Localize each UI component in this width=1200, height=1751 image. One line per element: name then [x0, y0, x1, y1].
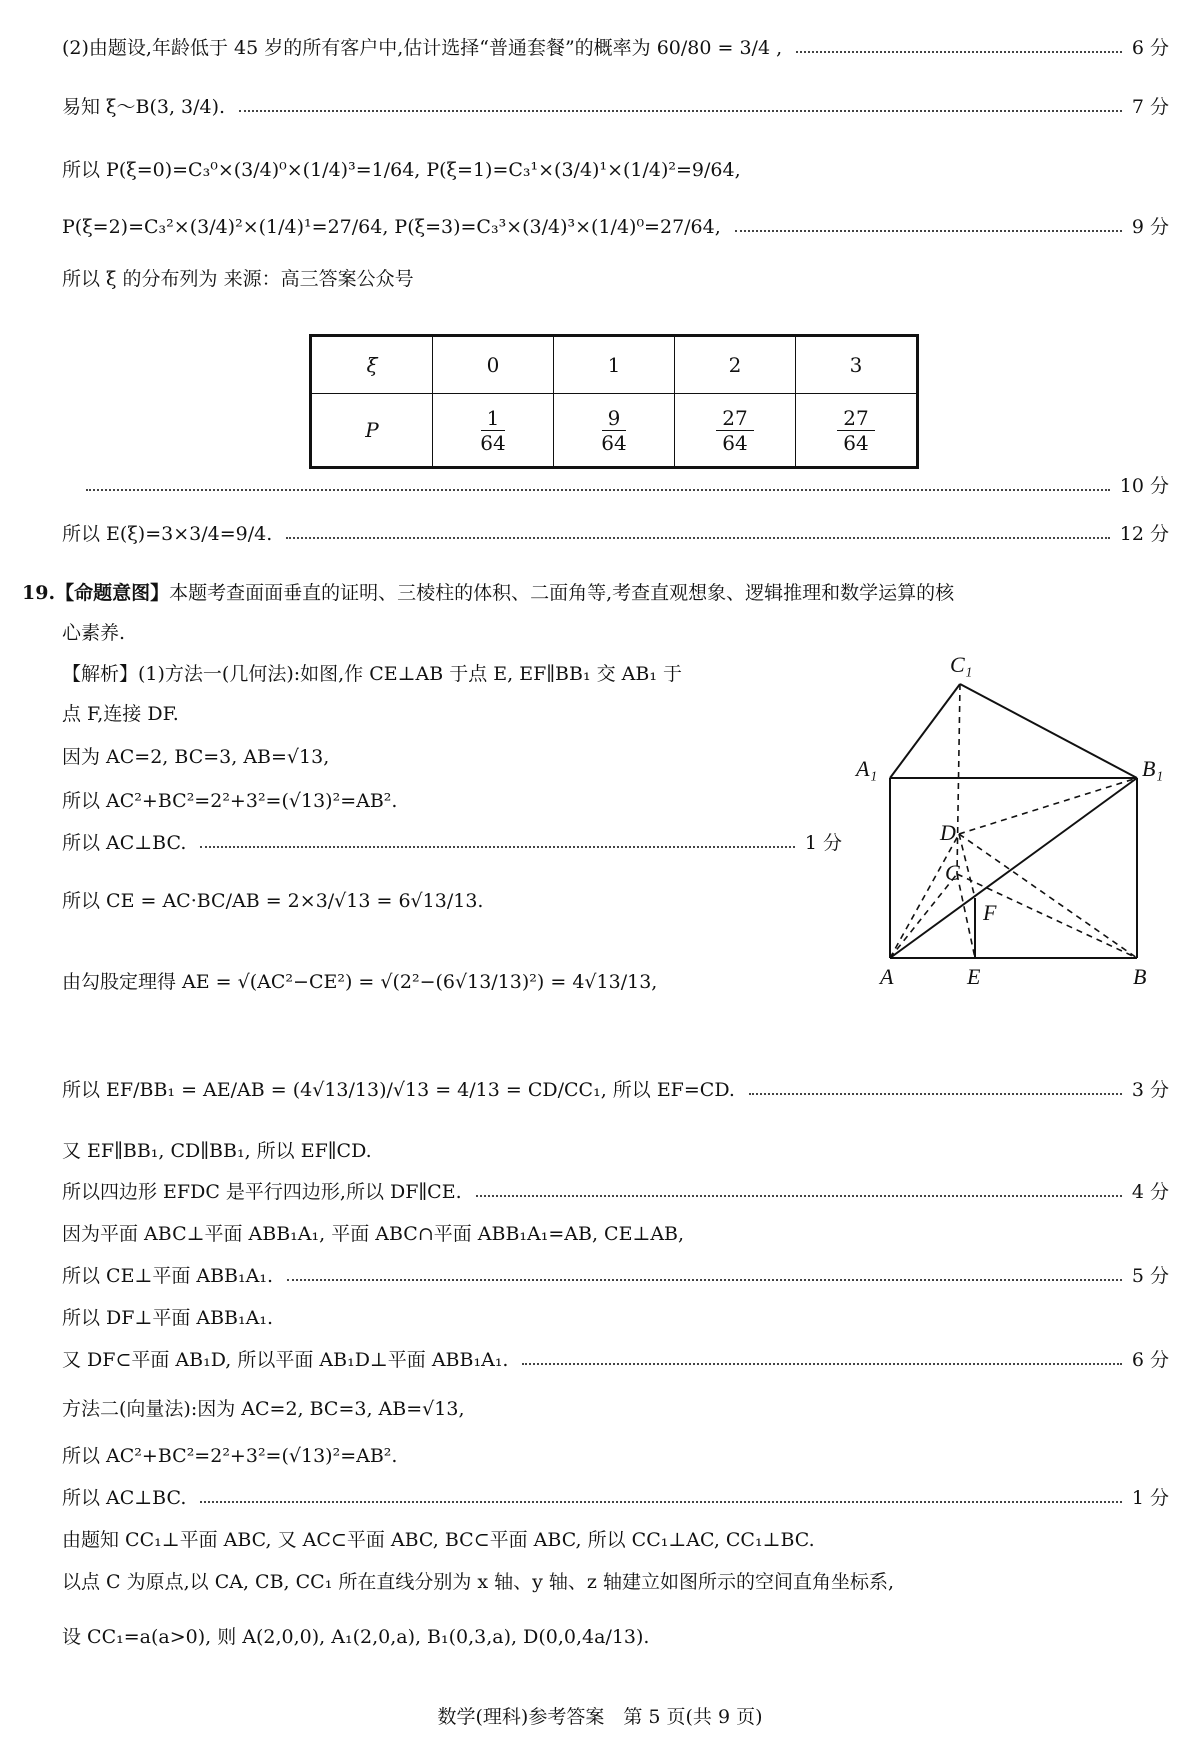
edge-a1c1 [890, 684, 960, 778]
leader-dots [200, 1501, 1121, 1503]
score-mark: 6 分 [1131, 1349, 1169, 1371]
line-pythagoras-2 [62, 1441, 1169, 1471]
denominator: 64 [480, 430, 506, 455]
fraction [595, 406, 632, 455]
line-plane-perp [62, 1219, 1169, 1249]
denominator: 64 [601, 430, 627, 455]
denominator: 64 [722, 430, 748, 455]
line-parallelogram [62, 1177, 1169, 1207]
line-prob-0-1 [62, 155, 1169, 185]
line-text: 因为 AC=2, BC=3, AB=√13, [62, 746, 330, 768]
leader-dots [476, 1195, 1122, 1197]
leader-dots [796, 51, 1122, 53]
numerator: 27 [716, 406, 753, 431]
line-text: 所以 E(ξ)=3×3/4=9/4. [62, 523, 273, 545]
table-cell: 0 [433, 336, 554, 394]
line-text: 又 DF⊂平面 AB₁D, 所以平面 AB₁D⊥平面 ABB₁A₁. [62, 1349, 509, 1371]
label-b: B [1133, 964, 1147, 989]
label-d: D [940, 820, 956, 845]
line-text: 又 EF∥BB₁, CD∥BB₁, 所以 EF∥CD. [62, 1140, 372, 1162]
line-given-lengths [62, 742, 842, 772]
line-pythagoras [62, 786, 842, 816]
score-mark: 4 分 [1131, 1181, 1169, 1203]
line-plane-conclusion [62, 1345, 1169, 1375]
line-text: 所以 AC²+BC²=2²+3²=(√13)²=AB². [62, 790, 398, 812]
line-text: 所以 AC⊥BC. [62, 832, 187, 854]
leader-dots [735, 230, 1122, 232]
line-text: 由题知 CC₁⊥平面 ABC, 又 AC⊂平面 ABC, BC⊂平面 ABC, 所以 CC₁⊥AC, CC₁⊥BC. [62, 1529, 815, 1551]
line-text: P(ξ=2)=C₃²×(3/4)²×(1/4)¹=27/64, P(ξ=3)=C₃³×(3/4)³×(1/4)⁰=27/64, [62, 216, 721, 238]
segment-ab1 [890, 778, 1137, 958]
intent-text: 本题考查面面垂直的证明、三棱柱的体积、二面角等,考查直观想象、逻辑推理和数学运算的核 [169, 582, 955, 604]
distribution-table [309, 334, 919, 469]
table-cell [675, 394, 796, 468]
score-mark: 12 分 [1119, 523, 1169, 545]
line-ef-parallel [62, 1136, 1169, 1166]
leader-dots [200, 846, 794, 848]
table-row [311, 394, 918, 468]
label-f: F [983, 900, 997, 925]
line-binomial [62, 92, 1169, 122]
line-coordinates [62, 1622, 1169, 1652]
table-cell [796, 394, 918, 468]
score-mark: 6 分 [1131, 37, 1169, 59]
fraction [716, 406, 753, 455]
line-text: 设 CC₁=a(a>0), 则 A(2,0,0), A₁(2,0,a), B₁(0,3,a), D(0,0,4a/13). [62, 1626, 650, 1648]
leader-dots [239, 110, 1122, 112]
table-cell: 3 [796, 336, 918, 394]
line-ac-perp-bc-2 [62, 1483, 1169, 1513]
label-b1: B₁ [1142, 756, 1164, 781]
intent-text: 心素养. [62, 622, 126, 644]
table-cell [554, 394, 675, 468]
line-text: 【解析】(1)方法一(几何法):如图,作 CE⊥AB 于点 E, EF∥BB₁ 交 AB₁ 于 [62, 663, 682, 685]
hidden-segment-db [959, 834, 1137, 958]
hidden-segment-ad [890, 834, 959, 958]
label-c: C [945, 860, 960, 885]
line-text: 所以 P(ξ=0)=C₃⁰×(3/4)⁰×(1/4)³=1/64, P(ξ=1)=C₃¹×(3/4)¹×(1/4)²=9/64, [62, 159, 741, 181]
table-cell: 2 [675, 336, 796, 394]
page-footer: 数学(理科)参考答案 第 5 页(共 9 页) [437, 1706, 763, 1728]
numerator: 1 [481, 406, 506, 431]
score-mark: 9 分 [1131, 216, 1169, 238]
line-prob-estimate [62, 33, 1169, 63]
score-mark: 1 分 [804, 832, 842, 854]
leader-dots [749, 1093, 1122, 1095]
leader-dots [86, 489, 1110, 491]
denominator: 64 [843, 430, 869, 455]
line-text: 所以 CE⊥平面 ABB₁A₁. [62, 1265, 273, 1287]
numerator: 27 [837, 406, 874, 431]
question-number: 19. [22, 582, 56, 604]
line-cc1-perp [62, 1525, 1169, 1555]
line-expectation [62, 519, 1169, 549]
leader-dots [287, 1279, 1122, 1281]
hidden-segment-db1 [959, 778, 1137, 834]
leader-dots [286, 537, 1110, 539]
score-mark: 7 分 [1131, 96, 1169, 118]
score-mark: 5 分 [1131, 1265, 1169, 1287]
edge-c1b1 [960, 684, 1137, 778]
line-text: 所以 AC²+BC²=2²+3²=(√13)²=AB². [62, 1445, 398, 1467]
q19-intent-cont [62, 618, 1169, 648]
line-ef-ratio [62, 1075, 1169, 1105]
line-text: 点 F,连接 DF. [62, 703, 179, 725]
line-text: 方法二(向量法):因为 AC=2, BC=3, AB=√13, [62, 1398, 465, 1420]
table-cell: ξ [311, 336, 433, 394]
label-e: E [967, 964, 981, 989]
fraction [837, 406, 874, 455]
line-prob-2-3 [62, 212, 1169, 242]
q19-intent [22, 578, 1169, 608]
line-method-two [62, 1394, 1169, 1424]
table-cell: 1 [554, 336, 675, 394]
line-df-perp-plane [62, 1303, 1169, 1333]
line-text: 以点 C 为原点,以 CA, CB, CC₁ 所在直线分别为 x 轴、y 轴、z 轴建立如图所示的空间直角坐标系, [62, 1571, 895, 1593]
line-text: 所以 ξ 的分布列为 来源：高三答案公众号 [62, 268, 414, 290]
line-text: 所以 CE = AC·BC/AB = 2×3/√13 = 6√13/13. [62, 890, 484, 912]
line-ae-length [62, 967, 842, 997]
line-table-score [86, 471, 1169, 501]
line-text: 所以 DF⊥平面 ABB₁A₁. [62, 1307, 274, 1329]
label-a1: A₁ [856, 756, 878, 781]
line-text: 所以 EF/BB₁ = AE/AB = (4√13/13)/√13 = 4/13 = CD/CC₁, 所以 EF=CD. [62, 1079, 735, 1101]
line-ce-length [62, 886, 842, 916]
score-mark: 3 分 [1131, 1079, 1169, 1101]
line-ce-perp-plane [62, 1261, 1169, 1291]
table-cell: P [311, 394, 433, 468]
line-distribution-intro [62, 264, 1169, 294]
fraction [474, 406, 511, 455]
prism-diagram [850, 650, 1180, 1000]
line-text: 易知 ξ～B(3, 3/4). [62, 96, 226, 118]
table-cell [433, 394, 554, 468]
line-connect-df [62, 699, 842, 729]
leader-dots [522, 1363, 1121, 1365]
numerator: 9 [602, 406, 627, 431]
line-coordinate-system [62, 1567, 1169, 1597]
line-text: (2)由题设,年龄低于 45 岁的所有客户中,估计选择“普通套餐”的概率为 60/80 = 3/4 , [62, 37, 783, 59]
hidden-segment-ce [957, 874, 975, 958]
line-text: 所以四边形 EFDC 是平行四边形,所以 DF∥CE. [62, 1181, 462, 1203]
line-ac-perp-bc [62, 828, 842, 858]
table-header-row [311, 336, 918, 394]
line-text: 所以 AC⊥BC. [62, 1487, 187, 1509]
intent-tag: 【命题意图】 [55, 582, 170, 604]
line-text: 因为平面 ABC⊥平面 ABB₁A₁, 平面 ABC∩平面 ABB₁A₁=AB, CE⊥AB, [62, 1223, 685, 1245]
line-text: 由勾股定理得 AE = √(AC²−CE²) = √(2²−(6√13/13)²) = 4√13/13, [62, 971, 658, 993]
score-mark: 1 分 [1131, 1487, 1169, 1509]
line-solution-start [62, 659, 842, 689]
label-c1: C₁ [950, 652, 973, 677]
score-mark: 10 分 [1119, 475, 1169, 497]
label-a: A [880, 964, 894, 989]
